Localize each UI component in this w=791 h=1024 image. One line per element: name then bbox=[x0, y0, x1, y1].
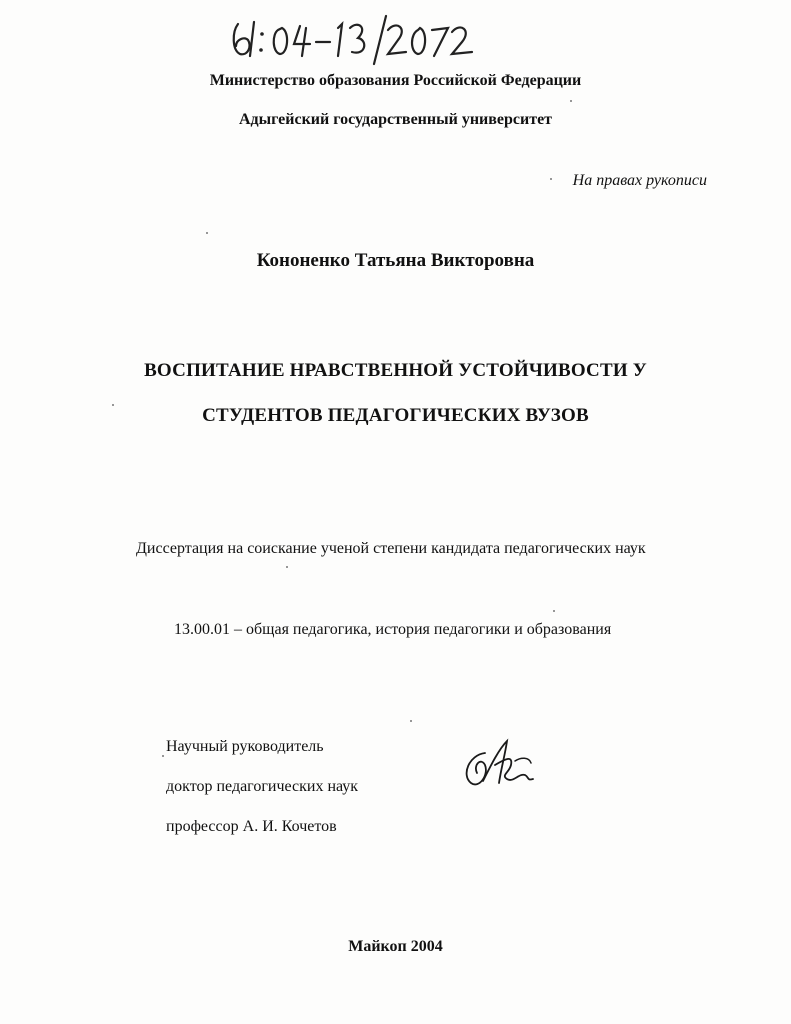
thesis-title-line-1: ВОСПИТАНИЕ НРАВСТВЕННОЙ УСТОЙЧИВОСТИ У bbox=[144, 360, 647, 381]
supervisor-degree: доктор педагогических наук bbox=[166, 778, 359, 795]
author-name: Кононенко Татьяна Викторовна bbox=[256, 250, 535, 271]
scan-speck bbox=[410, 720, 412, 722]
scan-speck bbox=[286, 566, 288, 568]
scan-speck bbox=[162, 755, 164, 757]
scan-speck bbox=[112, 404, 114, 406]
scan-speck bbox=[206, 232, 208, 234]
scan-speck bbox=[550, 178, 552, 180]
supervisor-name: профессор А. И. Кочетов bbox=[166, 818, 337, 835]
handwritten-archive-code bbox=[228, 10, 478, 68]
thesis-title-line-2: СТУДЕНТОВ ПЕДАГОГИЧЕСКИХ ВУЗОВ bbox=[202, 405, 589, 426]
scan-speck bbox=[553, 610, 555, 612]
supervisor-role: Научный руководитель bbox=[166, 738, 324, 755]
supervisor-signature bbox=[455, 735, 545, 795]
university-name: Адыгейский государственный университет bbox=[238, 111, 553, 128]
rights-note: На правах рукописи bbox=[572, 172, 707, 189]
ministry-name: Министерство образования Российской Федерации bbox=[209, 72, 582, 89]
specialty-code: 13.00.01 – общая педагогика, история педагогики и образования bbox=[174, 621, 612, 638]
city-year: Майкоп 2004 bbox=[348, 938, 443, 955]
scan-speck bbox=[570, 100, 572, 102]
degree-statement: Диссертация на соискание ученой степени кандидата педагогических наук bbox=[136, 540, 646, 557]
